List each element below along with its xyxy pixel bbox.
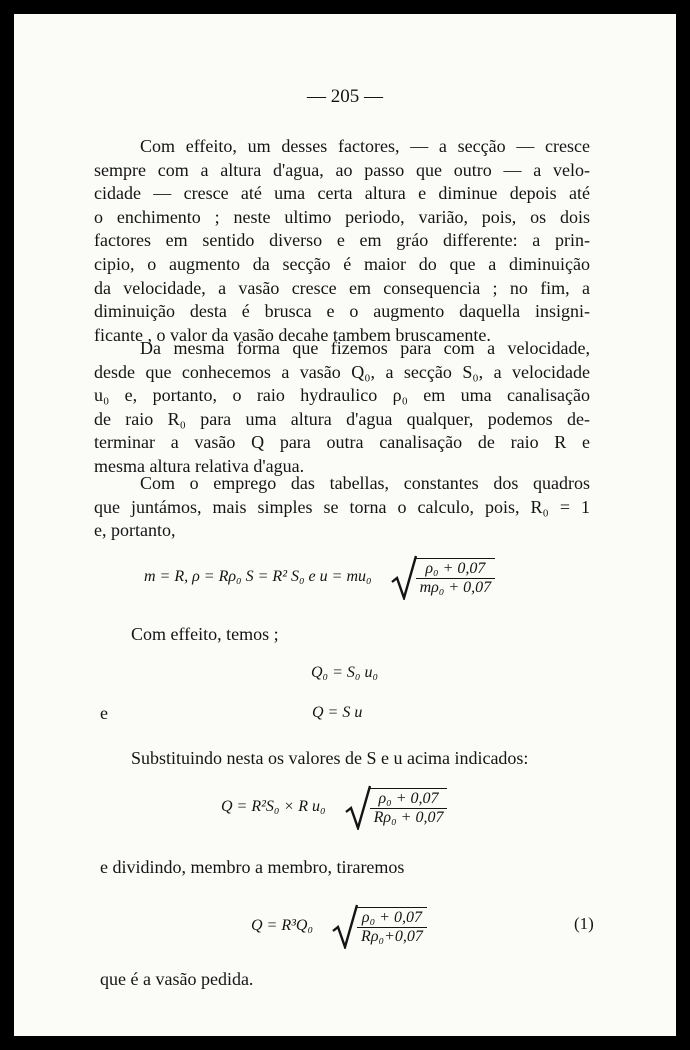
text-line: e, portanto, — [94, 520, 176, 541]
fraction-numerator: ρ₀ + 0,07 — [416, 560, 496, 579]
fraction-denominator: Rρ₀+0,07 — [361, 928, 423, 945]
text-line: que é a vasão pedida. — [100, 969, 254, 989]
radical-sign-icon — [344, 784, 372, 830]
square-root — [331, 907, 427, 946]
paragraph-3 — [94, 472, 590, 543]
formula-q0: Q₀ = S₀ u₀ — [311, 664, 379, 681]
text-line: Com o emprego das tabellas, constantes dos quadros — [140, 473, 590, 493]
paragraph-2 — [94, 337, 590, 479]
square-root — [390, 558, 496, 597]
text-line: terminar a vasão Q para outra canalisação de raio R e — [94, 432, 590, 453]
text-line: diminuição desta é brusca e o augmento daquella insigni- — [94, 301, 590, 322]
formula-q: Q = S u — [312, 704, 363, 721]
fraction-denominator: mρ₀ + 0,07 — [419, 579, 492, 596]
text-line: e dividindo, membro a membro, tiraremos — [100, 857, 405, 877]
text-line: Da mesma forma que fizemos para com a velocidade, — [140, 338, 590, 358]
equation-number: (1) — [574, 914, 594, 933]
text-line: Substituindo nesta os valores de S e u acima indicados: — [131, 748, 529, 768]
text-line: ficante , o valor da vasão decahe tambem bruscamente. — [94, 324, 491, 345]
paragraph-1 — [94, 135, 590, 347]
square-root — [344, 788, 448, 827]
fraction-numerator: ρ₀ + 0,07 — [357, 909, 427, 928]
text-line: Com effeito, temos ; — [131, 624, 279, 644]
fraction-denominator: Rρ₀ + 0,07 — [373, 809, 444, 826]
text-line: Com effeito, um desses factores, — a secção — cresce — [140, 136, 590, 156]
text-line: que juntámos, mais simples se torna o calculo, pois, R₀ = 1 — [94, 496, 590, 517]
formula-lhs: Q = R²S₀ × R u₀ — [221, 798, 326, 816]
text-line: desde que conhecemos a vasão Q₀, a secção S₀, a velocidade — [94, 361, 590, 382]
scanned-page — [14, 14, 676, 1036]
page-number: — 205 — — [307, 86, 383, 107]
text-line: mesma altura relativa d'agua. — [94, 455, 305, 476]
text-line: de raio R₀ para uma altura d'agua qualquer, podemos de- — [94, 408, 590, 429]
text-line: cipio, o augmento da secção é maior do que a diminuição — [94, 253, 590, 274]
formula-lhs: m = R, ρ = Rρ₀ S = R² S₀ e u = mu₀ — [144, 568, 372, 586]
text-line: da velocidade, a vasão cresce em consequencia ; no fim, a — [94, 277, 590, 298]
radical-sign-icon — [390, 554, 418, 600]
text-line: u₀ e, portanto, o raio hydraulico ρ₀ em uma canalisação — [94, 385, 590, 406]
formula-substitution — [221, 788, 447, 827]
text-line: e — [100, 703, 108, 723]
formula-result — [251, 907, 427, 946]
formula-relations — [144, 558, 495, 597]
text-line: sempre com a altura d'agua, ao passo que outro — a velo- — [94, 159, 590, 180]
fraction-numerator: ρ₀ + 0,07 — [370, 790, 448, 809]
radical-sign-icon — [331, 903, 359, 949]
text-line: cidade — cresce até uma certa altura e diminue depois até — [94, 183, 590, 204]
text-line: o enchimento ; neste ultimo periodo, varião, pois, os dois — [94, 206, 590, 227]
formula-lhs: Q = R³Q₀ — [251, 917, 314, 935]
text-line: factores em sentido diverso e em gráo differente: a prin- — [94, 230, 590, 251]
